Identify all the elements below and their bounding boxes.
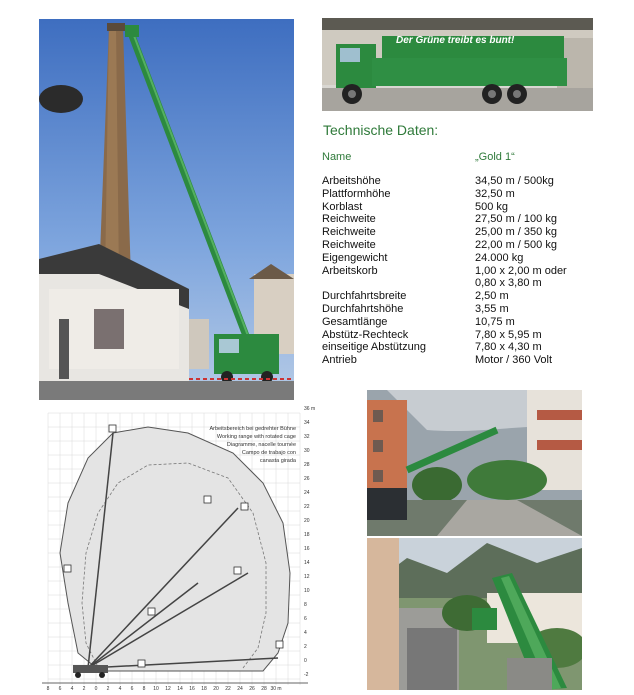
- y-tick: 16: [304, 546, 310, 552]
- y-tick: 2: [304, 644, 307, 650]
- y-tick: 20: [304, 518, 310, 524]
- x-tick: 8: [142, 686, 146, 690]
- spec-label: Reichweite: [322, 213, 376, 226]
- spec-label: Eigengewicht: [322, 251, 388, 264]
- spec-value: 7,80 x 5,95 m: [475, 328, 542, 341]
- spec-value: 32,50 m: [475, 187, 515, 200]
- y-tick: 6: [304, 616, 307, 622]
- x-tick: 14: [177, 686, 183, 690]
- diagram-legend-line: canasta girada: [259, 458, 296, 464]
- x-tick: 4: [70, 686, 74, 690]
- spec-label: Durchfahrtshöhe: [322, 303, 404, 315]
- x-tick: 2: [82, 686, 86, 690]
- diagram-legend-line: Working range with rotated cage: [216, 434, 296, 440]
- chimney-photo: [39, 19, 294, 400]
- x-tick: 12: [165, 686, 171, 690]
- diagram-legend-line: Diagramme, nacelle tournée: [226, 442, 296, 448]
- x-tick: 4: [118, 686, 122, 690]
- spec-label: Durchfahrtsbreite: [322, 290, 407, 303]
- spec-label: Arbeitskorb: [322, 264, 378, 277]
- x-tick: 26: [249, 686, 255, 690]
- x-tick: 6: [130, 686, 134, 690]
- y-tick: 28: [304, 462, 310, 468]
- y-tick: 32: [304, 434, 310, 440]
- spec-label: Reichweite: [322, 239, 376, 251]
- x-tick: 28: [261, 686, 267, 690]
- diagram-legend-line: Arbeitsbereich bei gedrehter Bühne: [209, 426, 296, 432]
- x-tick: 16: [189, 686, 195, 690]
- y-tick: 0: [304, 658, 307, 664]
- working-range-diagram: [38, 403, 323, 690]
- balcony-photo: [367, 538, 582, 690]
- spec-label: Arbeitshöhe: [322, 175, 381, 187]
- x-tick: 8: [46, 686, 50, 690]
- y-tick: 8: [304, 602, 307, 608]
- spec-value: 25,00 m / 350 kg: [475, 226, 557, 239]
- spec-label: Gesamtlänge: [322, 315, 388, 328]
- x-tick: 24: [237, 686, 243, 690]
- spec-value: 1,00 x 2,00 m oder: [475, 264, 567, 277]
- y-tick: 24: [304, 490, 310, 496]
- spec-label: Korblast: [322, 200, 363, 213]
- spec-value: 22,00 m / 500 kg: [475, 239, 557, 251]
- x-tick: 30 m: [270, 686, 282, 690]
- y-tick: 18: [304, 532, 310, 538]
- spec-label: Reichweite: [322, 226, 376, 239]
- y-tick: 26: [304, 476, 310, 482]
- y-tick: 4: [304, 630, 307, 636]
- spec-value: Motor / 360 Volt: [475, 354, 553, 367]
- diagram-legend-line: Campo de trabajo con: [241, 450, 296, 456]
- spec-value: 24.000 kg: [475, 251, 524, 264]
- spec-value: 27,50 m / 100 kg: [475, 213, 557, 226]
- y-tick: 30: [304, 448, 310, 454]
- spec-name-label: Name: [322, 151, 352, 163]
- spec-name-value: „Gold 1“: [475, 151, 515, 163]
- spec-value: 3,55 m: [475, 303, 509, 315]
- x-tick: 6: [58, 686, 62, 690]
- x-tick: 20: [213, 686, 219, 690]
- x-tick: 10: [153, 686, 159, 690]
- x-tick: 2: [106, 686, 110, 690]
- spec-label: einseitige Abstützung: [322, 341, 426, 354]
- y-tick: -2: [304, 672, 309, 678]
- y-tick: 36 m: [304, 406, 316, 412]
- spec-label: Abstütz-Rechteck: [322, 328, 409, 341]
- spec-value: 2,50 m: [475, 290, 509, 303]
- y-tick: 10: [304, 588, 310, 594]
- x-tick: 18: [201, 686, 207, 690]
- spec-label: Plattformhöhe: [322, 187, 391, 200]
- y-tick: 14: [304, 560, 310, 566]
- spec-value: 34,50 m / 500kg: [475, 175, 554, 187]
- x-tick: 22: [225, 686, 231, 690]
- x-tick: 0: [94, 686, 98, 690]
- truck-photo: [322, 18, 593, 111]
- spec-value: 500 kg: [475, 200, 509, 213]
- section-title: Technische Daten:: [323, 122, 439, 138]
- spec-value: 0,80 x 3,80 m: [475, 277, 542, 290]
- spec-value: 10,75 m: [475, 315, 515, 328]
- y-tick: 34: [304, 420, 310, 426]
- spec-value: 7,80 x 4,30 m: [475, 341, 542, 354]
- truck-banner: Der Grüne treibt es bunt!: [396, 35, 515, 46]
- y-tick: 22: [304, 504, 310, 510]
- spec-label: Antrieb: [322, 354, 357, 367]
- street-photo: [367, 390, 582, 536]
- working-range-svg: [38, 403, 323, 690]
- y-tick: 12: [304, 574, 310, 580]
